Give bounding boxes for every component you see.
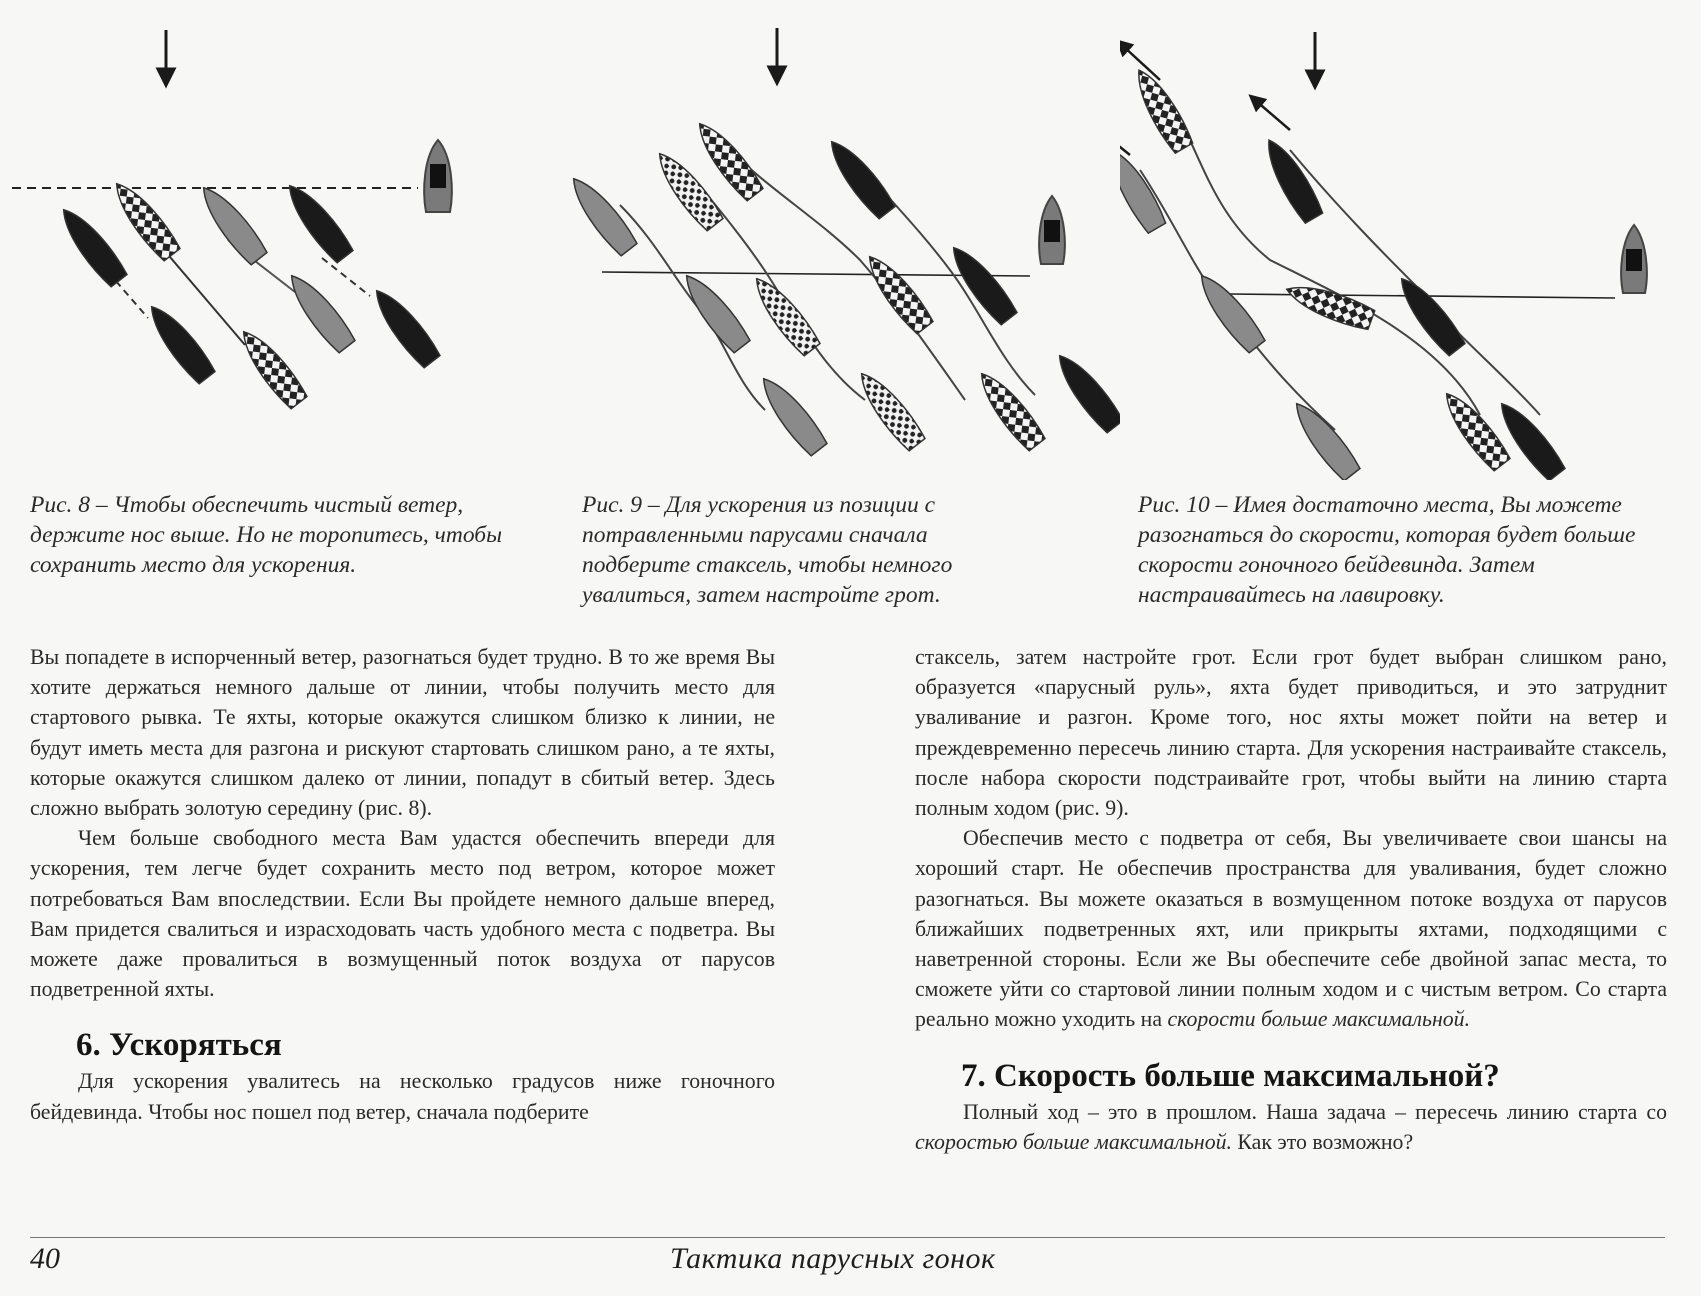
section-heading: 7. Скорость больше максимальной? xyxy=(961,1057,1500,1094)
committee-boat xyxy=(424,140,452,212)
committee-boat xyxy=(1621,225,1647,293)
boat xyxy=(1192,268,1267,355)
boat xyxy=(972,366,1047,453)
boat xyxy=(54,202,129,289)
boat xyxy=(944,240,1019,327)
boat xyxy=(860,249,935,336)
figure-10 xyxy=(1120,0,1701,480)
boat xyxy=(822,134,897,221)
boat xyxy=(1392,271,1467,358)
boat xyxy=(1120,144,1168,235)
boat xyxy=(1128,64,1195,155)
committee-boat xyxy=(1039,196,1065,264)
paragraph xyxy=(915,1097,1667,1157)
boat xyxy=(194,180,269,267)
boat xyxy=(367,283,442,370)
boat xyxy=(280,178,355,265)
boat xyxy=(1287,396,1362,480)
paragraph: Чем больше свободного места Вам удастся обеспечить впереди для ускорения, тем легче будет сохранить место под ветром, которое может потребоваться Вам впоследствии. Если Вы пройдете немного дальше вперед, Вам придется свалиться и израсходовать часть удобного места с подветра. Вы можете даже провалиться в возмущенный поток воздуха от парусов подветренной яхты. xyxy=(30,826,775,1002)
boat xyxy=(1282,277,1375,332)
boat xyxy=(234,324,309,411)
boat xyxy=(1492,396,1567,480)
paragraph: Для ускорения увалитесь на несколько градусов ниже гоночного бейдевинда. Чтобы нос пошел под ветер, сначала подберите xyxy=(30,1069,775,1124)
section-heading: 6. Ускоряться xyxy=(76,1027,282,1064)
boat xyxy=(747,271,822,358)
boat xyxy=(142,299,217,386)
figure-8 xyxy=(0,0,560,450)
paragraph: стаксель, затем настройте грот. Если грот будет выбран слишком рано, образуется «парусный руль», яхта будет приводиться, и это затруднит уваливание и разгон. Кроме того, нос яхты может пойти на ветер и преждевременно пересечь линию старта. Для ускорения настраивайте стаксель, после набора скорости подстраивайте грот, чтобы выйти на линию старта полным ходом (рис. 9). xyxy=(915,645,1667,821)
emphasis-text: скорости больше максимальной. xyxy=(1167,1007,1471,1032)
boat xyxy=(754,371,829,458)
figure-9-caption: Рис. 9 – Для ускорения из позиции с потравленными парусами сначала подберите стаксель, чтобы немного увалиться, затем настройте грот. xyxy=(582,492,953,608)
boat xyxy=(1437,386,1512,473)
book-title: Тактика парусных гонок xyxy=(670,1242,996,1275)
paragraph: Вы попадете в испорченный ветер, разогнаться будет трудно. В то же время Вы хотите держаться немного дальше от линии, чтобы получить место для стартового рывка. Те яхты, которые окажутся слишком близко к линии, не будут иметь места для разгона и рискуют стартовать слишком рано, а те яхты, которые окажутся слишком далеко от линии, попадут в сбитый ветер. Здесь сложно выбрать золотую середину (рис. 8). xyxy=(30,645,775,821)
figure-10-caption: Рис. 10 – Имея достаточно места, Вы можете разогнаться до скорости, которая будет больше скорости гоночного бейдевинда. Затем настраивайтесь на лавировку. xyxy=(1138,492,1636,608)
boat xyxy=(282,268,357,355)
emphasis-text: скоростью больше максимальной. xyxy=(915,1129,1232,1154)
boat xyxy=(1050,348,1120,435)
page-number: 40 xyxy=(30,1242,60,1275)
paragraph-text: Обеспечив место с подветра от себя, Вы увеличиваете свои шансы на хороший старт. Не обеспечив пространства для уваливания, будет сложно разогнаться. Вы можете оказаться в возмущенном потоке воздуха от парусов ближайших подветренных яхт, или прикрыты яхтами, подходящими с наветренной стороны. Если же Вы обеспечите себе двойной запас места, то сможете уйти со стартовой линии полным ходом и с чистым ветром. Со старта реально можно уходить на xyxy=(915,826,1667,1032)
paragraph-text: Как это возможно? xyxy=(1231,1129,1414,1154)
left-column xyxy=(30,642,775,1127)
boat xyxy=(677,268,752,355)
figure-8-caption: Рис. 8 – Чтобы обеспечить чистый ветер, держите нос выше. Но не торопитесь, чтобы сохранить место для ускорения. xyxy=(30,492,503,578)
right-column xyxy=(915,642,1667,1157)
paragraph xyxy=(915,823,1667,1034)
paragraph-text: Полный ход – это в прошлом. Наша задача – пересечь линию старта со xyxy=(963,1099,1667,1124)
boat xyxy=(852,366,927,453)
footer-divider xyxy=(30,1237,1665,1238)
figure-9 xyxy=(560,0,1120,480)
